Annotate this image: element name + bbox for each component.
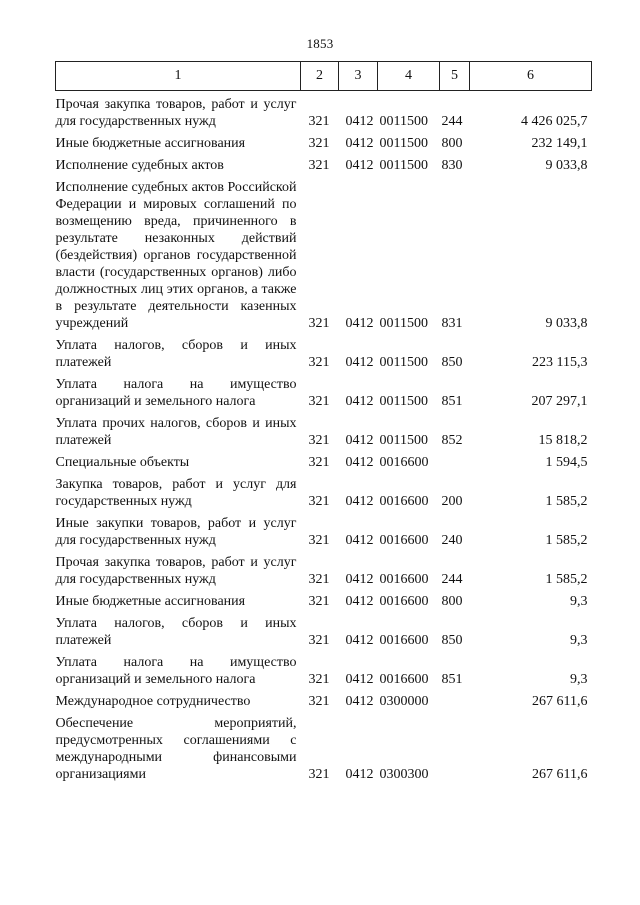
row-code-4: 0016600 — [379, 572, 429, 587]
table-row — [56, 91, 592, 131]
table-header — [56, 62, 592, 91]
row-amount: 4 426 025,7 — [521, 114, 588, 129]
row-code-3: 0412 — [345, 355, 374, 370]
row-name: Прочая закупка товаров, работ и услуг для государственных нужд — [55, 555, 297, 587]
page-number: 1853 — [306, 36, 334, 51]
header-col-6: 6 — [470, 62, 592, 91]
row-code-3: 0412 — [345, 533, 374, 548]
row-amount: 9 033,8 — [545, 316, 588, 331]
table-body — [56, 91, 592, 784]
row-code-4: 0300000 — [379, 694, 429, 709]
row-amount: 1 585,2 — [545, 572, 588, 587]
table-row — [56, 449, 592, 471]
row-name: Исполнение судебных актов Российской Федерации и мировых соглашений по возмещению вреда, причиненного в результате незаконных действий (бездействия) органов государственной власти (государственных органов) либо должностных лиц этих органов, а также в результате деятельности казенных учреждений — [55, 180, 297, 331]
row-code-4: 0011500 — [379, 394, 428, 409]
row-code-4: 0011500 — [379, 433, 428, 448]
header-col-3: 3 — [339, 62, 378, 91]
row-amount: 15 818,2 — [538, 433, 588, 448]
row-code-5: 851 — [441, 672, 463, 687]
row-code-3: 0412 — [345, 594, 374, 609]
row-code-4: 0011500 — [379, 114, 428, 129]
row-code-4: 0016600 — [379, 633, 429, 648]
header-col-1: 1 — [56, 62, 301, 91]
header-row — [56, 62, 592, 91]
row-code-2: 321 — [308, 494, 330, 509]
header-col-4: 4 — [378, 62, 440, 91]
row-name: Уплата налогов, сборов и иных платежей — [55, 616, 297, 648]
row-name: Иные бюджетные ассигнования — [55, 136, 246, 151]
row-code-2: 321 — [308, 316, 330, 331]
row-code-5: 200 — [441, 494, 463, 509]
row-amount: 267 611,6 — [532, 694, 588, 709]
row-code-3: 0412 — [345, 136, 374, 151]
row-code-3: 0412 — [345, 572, 374, 587]
row-name: Прочая закупка товаров, работ и услуг для государственных нужд — [55, 97, 297, 129]
table-row — [56, 688, 592, 710]
row-amount: 9,3 — [570, 672, 588, 687]
row-amount: 9,3 — [570, 594, 588, 609]
table-row — [56, 710, 592, 783]
row-name: Уплата прочих налогов, сборов и иных платежей — [55, 416, 297, 448]
row-code-5: 830 — [441, 158, 463, 173]
row-code-4: 0016600 — [379, 594, 429, 609]
row-code-5: 244 — [441, 572, 463, 587]
row-amount: 267 611,6 — [532, 767, 588, 782]
row-code-5 — [440, 449, 470, 471]
row-code-5: 851 — [441, 394, 463, 409]
table-row — [56, 174, 592, 332]
row-code-5: 800 — [441, 136, 463, 151]
table-row — [56, 610, 592, 649]
row-code-5: 850 — [441, 633, 463, 648]
table-row — [56, 152, 592, 174]
row-code-3: 0412 — [345, 672, 374, 687]
row-amount: 9,3 — [570, 633, 588, 648]
table-row — [56, 332, 592, 371]
row-name: Обеспечение мероприятий, предусмотренных соглашениями с международными финансовыми организациями — [55, 716, 297, 782]
row-name: Иные закупки товаров, работ и услуг для государственных нужд — [55, 516, 297, 548]
row-code-2: 321 — [308, 694, 330, 709]
row-code-4: 0011500 — [379, 158, 428, 173]
row-code-3: 0412 — [345, 158, 374, 173]
header-col-5: 5 — [440, 62, 470, 91]
row-code-2: 321 — [308, 767, 330, 782]
row-name: Исполнение судебных актов — [55, 158, 224, 173]
row-code-3: 0412 — [345, 633, 374, 648]
row-code-4: 0016600 — [379, 494, 429, 509]
row-code-5: 852 — [441, 433, 463, 448]
table-row — [56, 130, 592, 152]
row-amount: 1 585,2 — [545, 533, 588, 548]
row-code-3: 0412 — [345, 455, 374, 470]
table-row — [56, 549, 592, 588]
row-amount: 223 115,3 — [532, 355, 588, 370]
row-code-2: 321 — [308, 394, 330, 409]
row-code-2: 321 — [308, 633, 330, 648]
table-row — [56, 410, 592, 449]
table-row — [56, 649, 592, 688]
row-code-3: 0412 — [345, 694, 374, 709]
row-code-2: 321 — [308, 455, 330, 470]
row-code-4: 0011500 — [379, 316, 428, 331]
table-row — [56, 371, 592, 410]
row-code-5: 850 — [441, 355, 463, 370]
row-code-4: 0300300 — [379, 767, 429, 782]
row-code-3: 0412 — [345, 494, 374, 509]
row-code-2: 321 — [308, 533, 330, 548]
row-code-4: 0011500 — [379, 136, 428, 151]
row-amount: 232 149,1 — [531, 136, 588, 151]
table-row — [56, 471, 592, 510]
row-code-5: 240 — [441, 533, 463, 548]
table-row — [56, 588, 592, 610]
row-code-2: 321 — [308, 672, 330, 687]
row-amount: 207 297,1 — [531, 394, 588, 409]
header-col-2: 2 — [301, 62, 339, 91]
row-code-5: 831 — [441, 316, 463, 331]
row-code-4: 0011500 — [379, 355, 428, 370]
row-code-5: 244 — [441, 114, 463, 129]
row-code-2: 321 — [308, 114, 330, 129]
row-amount: 1 585,2 — [545, 494, 588, 509]
row-code-2: 321 — [308, 433, 330, 448]
row-code-5 — [440, 688, 470, 710]
row-name: Иные бюджетные ассигнования — [55, 594, 246, 609]
row-code-3: 0412 — [345, 433, 374, 448]
row-name: Уплата налога на имущество организаций и земельного налога — [55, 377, 297, 409]
row-code-5 — [440, 710, 470, 783]
row-amount: 1 594,5 — [545, 455, 588, 470]
row-code-2: 321 — [308, 355, 330, 370]
row-code-2: 321 — [308, 594, 330, 609]
row-name: Уплата налога на имущество организаций и земельного налога — [55, 655, 297, 687]
row-code-4: 0016600 — [379, 533, 429, 548]
budget-table — [55, 61, 592, 783]
row-code-3: 0412 — [345, 114, 374, 129]
row-name: Специальные объекты — [55, 455, 190, 470]
row-code-2: 321 — [308, 572, 330, 587]
row-code-3: 0412 — [345, 394, 374, 409]
row-code-3: 0412 — [345, 767, 374, 782]
row-name: Уплата налогов, сборов и иных платежей — [55, 338, 297, 370]
row-code-3: 0412 — [345, 316, 374, 331]
row-name: Международное сотрудничество — [55, 694, 251, 709]
table-row — [56, 510, 592, 549]
row-amount: 9 033,8 — [545, 158, 588, 173]
row-code-2: 321 — [308, 136, 330, 151]
row-code-5: 800 — [441, 594, 463, 609]
row-code-4: 0016600 — [379, 672, 429, 687]
row-code-4: 0016600 — [379, 455, 429, 470]
row-code-2: 321 — [308, 158, 330, 173]
row-name: Закупка товаров, работ и услуг для государственных нужд — [55, 477, 297, 509]
